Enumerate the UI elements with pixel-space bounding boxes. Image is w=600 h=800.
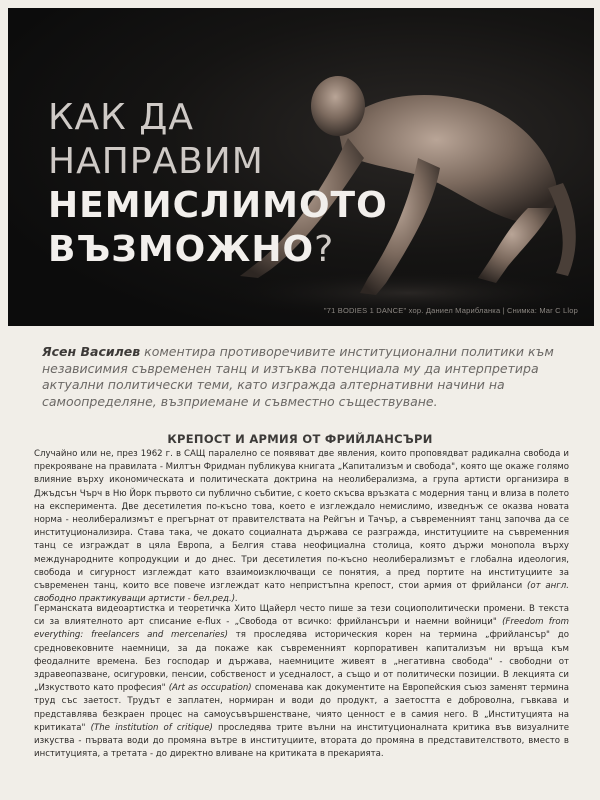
p2-text-g: проследява трите вълни на институционалната критика във визуалните изкуства - първата води до промяна вътре в институциите, втората до промяна в представителството, вместо в институцията, а третата - до директно вливане на критиката в прекарията. — [34, 722, 569, 760]
lead-text: коментира противоречивите институционални политики към независимия съвременен танц и изтъква потенциала му да интерпретира актуални политически теми, като изгражда алтернативни начини на самоопределяне, възприемане и съвместно съществуване. — [42, 344, 554, 409]
section-heading: КРЕПОСТ И АРМИЯ ОТ ФРИЙЛАНСЪРИ — [167, 432, 433, 446]
photo-caption: "71 BODIES 1 DANCE" хор. Даниел Марибланка | Снимка: Mar C Llop — [323, 306, 578, 315]
title-line-3: НЕМИСЛИМОТО — [48, 185, 388, 226]
p1-italic-note: (от англ. свободно практикуващи артисти - бел.ред.). — [34, 581, 569, 605]
title-question-mark: ? — [314, 229, 335, 270]
title-line-1: КАК ДА — [48, 97, 194, 138]
body-paragraph-2 — [34, 603, 569, 761]
author-name: Ясен Василев — [42, 344, 141, 359]
hero-photo — [8, 8, 594, 326]
title-line-2: НАПРАВИМ — [48, 141, 264, 182]
p2-italic-b: (Freedom from everything: freelancers and mercenaries) — [34, 617, 569, 641]
p2-italic-d: (Art as occupation) — [168, 683, 252, 694]
p2-text-a: Германската видеоартистка и теоретичка Хито Щайерл често пише за тези социополитически промени. В текста си за влиятелното арт списание e-flux - „Свобода от всичко: фрийлансъри и наемни войници" — [34, 604, 569, 628]
article-title — [48, 96, 388, 272]
p2-italic-f: (The institution of critique) — [90, 722, 213, 733]
p2-text-e: споменава как документите на Европейския съюз заменят термина труд със заетост. Трудът е заплатен, нормиран и води до продукт, а заетостта е доброволна, гъвкава и представлява безкраен процес на самоусъвършенстване, чиято ценност е в самия него. В „Институцията на критиката" — [34, 683, 570, 733]
p2-text-c: тя проследява историческия корен на термина „фрийлансър" до средновековните наемници, за да покаже как съвременният корпоративен капитализъм ни връща към феодалните времена. Без господар и държава, наемниците живеят в „негативна свобода" - свободни от здравеопазване, осигуровки, пенсии, собственост и уседналост, а също и от политически позиции. В лекцията си „Изкуството като професия" — [34, 630, 569, 694]
title-line-4: ВЪЗМОЖНО — [48, 229, 315, 270]
body-paragraph-1 — [34, 448, 569, 606]
lead-paragraph — [42, 344, 568, 410]
p1-text: Случайно или не, през 1962 г. в САЩ паралелно се появяват две явления, които проповядват радикална свобода и прекрояване на правилата - Милтън Фридман публикува книгата „Капитализъм и свобода", която ще окаже голямо влияние върху икономическата и политическата доктрина на неолиберализма, а група артисти организира в Джъдсън Чърч в Ню Йорк първото си публично събитие, с което скъсва връзката с модерния танц и влиза в полето на експеримента. Две десетилетия по-късно това, което е изглеждало немислимо, изведнъж се оказва новата норма - неолиберализмът е прегърнат от правителствата на Рейгън и Тачър, а съвременният танц започва да се институционализира. Става така, че докато социалната държава се разгражда, институциите на съвременния танц се изграждат в цяла Европа, а Белгия става неофициална столица, която държи монопола върху международните копродукции и до днес. Три десетилетия по-късно неолиберализмът е глобална идеология, свобода и сигурност изглеждат като взаимоизключващи се понятия, а пред портите на институциите за съвременен танц, които все повече изглеждат като непристъпна крепост, стои армия от фрийланси — [34, 449, 569, 592]
